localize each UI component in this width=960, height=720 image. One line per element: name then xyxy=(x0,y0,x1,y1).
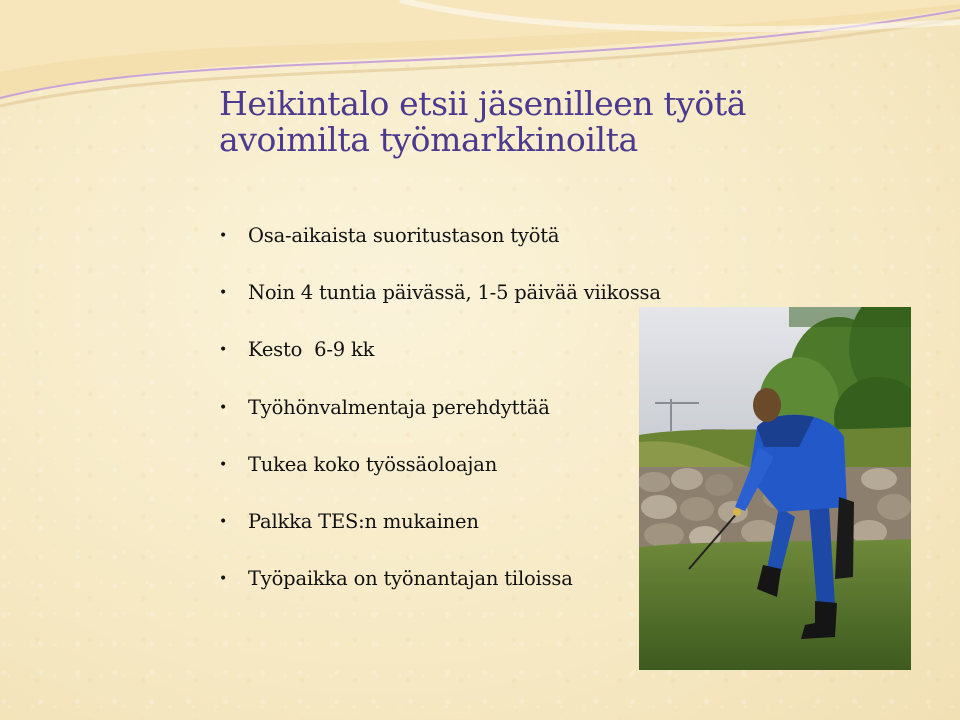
title-line-1: Heikintalo etsii jäsenilleen työtä xyxy=(219,84,747,123)
bullet-icon: • xyxy=(219,571,228,588)
bullet-icon: • xyxy=(219,228,228,244)
bullet-icon: • xyxy=(219,456,228,473)
slide-title xyxy=(219,86,859,158)
bullet-item xyxy=(219,279,661,336)
bullet-icon: • xyxy=(219,342,228,359)
bullet-item xyxy=(219,222,661,279)
bullet-text: Työhönvalmentaja perehdyttää xyxy=(248,395,550,419)
bullet-text: Palkka TES:n mukainen xyxy=(248,509,479,533)
bullet-text: Tukea koko työssäoloajan xyxy=(248,452,498,476)
bullet-item xyxy=(219,394,661,451)
bullet-text: Osa-aikaista suoritustason työtä xyxy=(248,224,560,247)
title-line-2: avoimilta työmarkkinoilta xyxy=(219,120,638,159)
bullet-text: Kesto 6-9 kk xyxy=(248,338,375,362)
bullet-icon: • xyxy=(219,399,228,416)
bullet-item xyxy=(219,565,661,622)
worker-photo xyxy=(639,307,911,670)
bullet-text: Noin 4 tuntia päivässä, 1-5 päivää viikossa xyxy=(248,281,661,305)
bullet-text: Työpaikka on työnantajan tiloissa xyxy=(248,567,573,591)
bullet-item xyxy=(219,336,661,393)
bullet-list xyxy=(219,222,661,622)
bullet-item xyxy=(219,508,661,565)
bullet-item xyxy=(219,451,661,508)
bullet-icon: • xyxy=(219,285,228,302)
bullet-icon: • xyxy=(219,513,228,530)
